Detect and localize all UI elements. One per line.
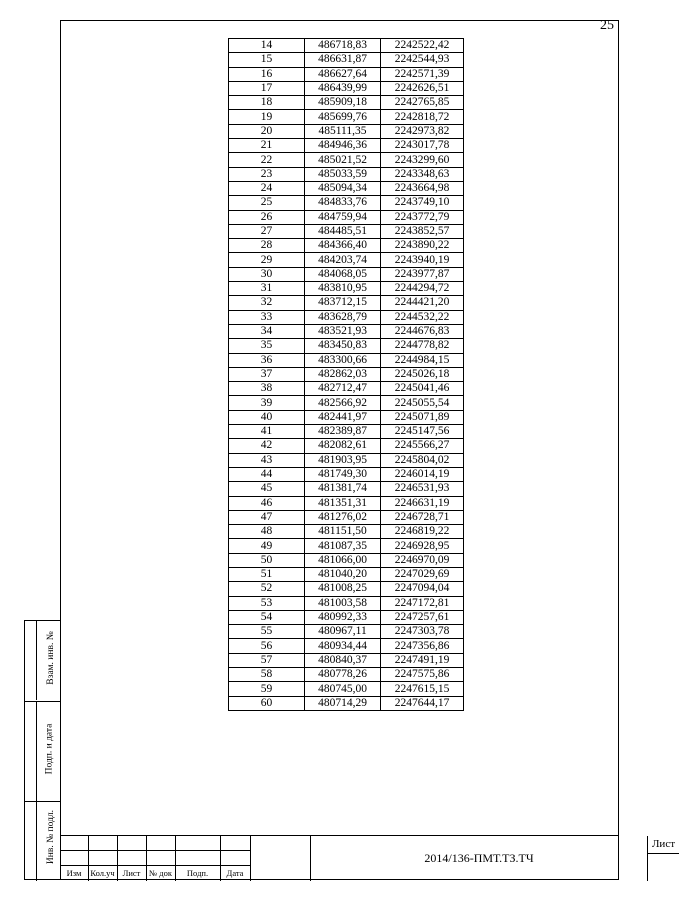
coord-y: 2243890,22 <box>381 239 464 253</box>
point-number: 50 <box>229 553 305 567</box>
header-kol-uch: Кол.уч <box>90 868 115 878</box>
sidebar-label-vzam: Взам. инв. № <box>45 631 56 685</box>
table-row <box>229 253 464 267</box>
point-number: 28 <box>229 239 305 253</box>
coord-y: 2247491,19 <box>381 653 464 667</box>
coord-y: 2244984,15 <box>381 353 464 367</box>
coord-y: 2247644,17 <box>381 696 464 710</box>
table-row <box>229 439 464 453</box>
point-number: 36 <box>229 353 305 367</box>
coord-y: 2243017,78 <box>381 139 464 153</box>
coord-y: 2244294,72 <box>381 282 464 296</box>
coord-x: 481066,00 <box>305 553 381 567</box>
coord-y: 2247356,86 <box>381 639 464 653</box>
table-row <box>229 425 464 439</box>
point-number: 16 <box>229 67 305 81</box>
point-number: 37 <box>229 367 305 381</box>
table-row <box>229 53 464 67</box>
header-list: Лист <box>122 868 141 878</box>
point-number: 25 <box>229 196 305 210</box>
coord-x: 483810,95 <box>305 282 381 296</box>
table-row <box>229 396 464 410</box>
point-number: 30 <box>229 267 305 281</box>
coord-x: 481276,02 <box>305 510 381 524</box>
table-row <box>229 282 464 296</box>
table-row <box>229 39 464 53</box>
table-row <box>229 639 464 653</box>
coord-y: 2243852,57 <box>381 224 464 238</box>
coord-x: 485111,35 <box>305 124 381 138</box>
table-row <box>229 339 464 353</box>
point-number: 54 <box>229 610 305 624</box>
point-number: 31 <box>229 282 305 296</box>
coord-y: 2246631,19 <box>381 496 464 510</box>
sidebar-cell-inv <box>25 801 61 881</box>
coord-x: 483521,93 <box>305 324 381 338</box>
coord-x: 486631,87 <box>305 53 381 67</box>
point-number: 38 <box>229 382 305 396</box>
table-row <box>229 367 464 381</box>
point-number: 23 <box>229 167 305 181</box>
coord-y: 2242765,85 <box>381 96 464 110</box>
point-number: 32 <box>229 296 305 310</box>
coord-x: 480840,37 <box>305 653 381 667</box>
header-no-dok: № док <box>149 868 172 878</box>
point-number: 49 <box>229 539 305 553</box>
table-row <box>229 567 464 581</box>
table-row <box>229 410 464 424</box>
point-number: 33 <box>229 310 305 324</box>
point-number: 51 <box>229 567 305 581</box>
coord-y: 2245055,54 <box>381 396 464 410</box>
coord-y: 2243940,19 <box>381 253 464 267</box>
table-row <box>229 196 464 210</box>
point-number: 53 <box>229 596 305 610</box>
table-row <box>229 324 464 338</box>
coord-y: 2246970,09 <box>381 553 464 567</box>
table-row <box>229 653 464 667</box>
coord-x: 480934,44 <box>305 639 381 653</box>
coord-x: 485909,18 <box>305 96 381 110</box>
table-row <box>229 582 464 596</box>
coord-y: 2246819,22 <box>381 525 464 539</box>
coord-y: 2242626,51 <box>381 81 464 95</box>
point-number: 43 <box>229 453 305 467</box>
point-number: 46 <box>229 496 305 510</box>
document-code: 2014/136-ПМТ.ТЗ.ТЧ <box>310 836 648 881</box>
table-row <box>229 553 464 567</box>
coord-x: 482712,47 <box>305 382 381 396</box>
coord-x: 484833,76 <box>305 196 381 210</box>
point-number: 44 <box>229 467 305 481</box>
sheet-cell <box>648 836 679 881</box>
point-number: 17 <box>229 81 305 95</box>
coord-y: 2247094,04 <box>381 582 464 596</box>
coord-x: 481003,58 <box>305 596 381 610</box>
coord-y: 2246728,71 <box>381 510 464 524</box>
coord-x: 480967,11 <box>305 625 381 639</box>
coord-y: 2245147,56 <box>381 425 464 439</box>
coord-y: 2247303,78 <box>381 625 464 639</box>
coord-y: 2242522,42 <box>381 39 464 53</box>
point-number: 14 <box>229 39 305 53</box>
coord-y: 2243664,98 <box>381 181 464 195</box>
table-row <box>229 224 464 238</box>
coord-y: 2244676,83 <box>381 324 464 338</box>
header-podp: Подп. <box>186 868 209 878</box>
table-row <box>229 167 464 181</box>
coordinates-table <box>228 38 464 711</box>
point-number: 55 <box>229 625 305 639</box>
coord-y: 2244421,20 <box>381 296 464 310</box>
page-number: 25 <box>600 18 614 33</box>
coord-x: 486627,64 <box>305 67 381 81</box>
table-row <box>229 596 464 610</box>
table-row <box>229 453 464 467</box>
table-row <box>229 96 464 110</box>
point-number: 40 <box>229 410 305 424</box>
coord-y: 2245026,18 <box>381 367 464 381</box>
coord-x: 483628,79 <box>305 310 381 324</box>
coord-y: 2244778,82 <box>381 339 464 353</box>
coord-x: 480778,26 <box>305 668 381 682</box>
table-row <box>229 239 464 253</box>
coord-y: 2246531,93 <box>381 482 464 496</box>
point-number: 39 <box>229 396 305 410</box>
table-row <box>229 210 464 224</box>
point-number: 57 <box>229 653 305 667</box>
coord-y: 2247615,15 <box>381 682 464 696</box>
table-row <box>229 539 464 553</box>
sidebar-cell-podp <box>25 701 61 801</box>
coord-y: 2245071,89 <box>381 410 464 424</box>
coord-y: 2243772,79 <box>381 210 464 224</box>
coord-x: 485021,52 <box>305 153 381 167</box>
sidebar-label-inv: Инв. № подл. <box>46 809 57 865</box>
table-row <box>229 610 464 624</box>
coord-y: 2247257,61 <box>381 610 464 624</box>
coord-x: 482441,97 <box>305 410 381 424</box>
coord-x: 484946,36 <box>305 139 381 153</box>
point-number: 18 <box>229 96 305 110</box>
coord-y: 2243299,60 <box>381 153 464 167</box>
point-number: 56 <box>229 639 305 653</box>
coord-y: 2242571,39 <box>381 67 464 81</box>
title-block <box>60 835 676 880</box>
table-row <box>229 467 464 481</box>
coord-x: 482082,61 <box>305 439 381 453</box>
coord-x: 484759,94 <box>305 210 381 224</box>
table-row <box>229 153 464 167</box>
table-row <box>229 525 464 539</box>
point-number: 59 <box>229 682 305 696</box>
point-number: 41 <box>229 425 305 439</box>
coord-x: 481151,50 <box>305 525 381 539</box>
point-number: 48 <box>229 525 305 539</box>
point-number: 19 <box>229 110 305 124</box>
table-row <box>229 696 464 710</box>
table-row <box>229 482 464 496</box>
table-row <box>229 67 464 81</box>
table-row <box>229 682 464 696</box>
coord-x: 481087,35 <box>305 539 381 553</box>
sidebar-cell-vzam <box>25 621 61 701</box>
coord-x: 483300,66 <box>305 353 381 367</box>
coord-x: 485033,59 <box>305 167 381 181</box>
table-row <box>229 353 464 367</box>
table-row <box>229 267 464 281</box>
coord-x: 484366,40 <box>305 239 381 253</box>
point-number: 58 <box>229 668 305 682</box>
point-number: 20 <box>229 124 305 138</box>
coord-x: 481351,31 <box>305 496 381 510</box>
coord-x: 481749,30 <box>305 467 381 481</box>
coord-x: 482389,87 <box>305 425 381 439</box>
coord-y: 2246928,95 <box>381 539 464 553</box>
header-izm: Изм <box>66 868 82 878</box>
table-row <box>229 382 464 396</box>
table-row <box>229 124 464 138</box>
point-number: 47 <box>229 510 305 524</box>
sidebar-label-podp: Подп. и дата <box>44 723 55 775</box>
point-number: 45 <box>229 482 305 496</box>
table-row <box>229 181 464 195</box>
table-row <box>229 510 464 524</box>
coord-y: 2247575,86 <box>381 668 464 682</box>
coord-y: 2246014,19 <box>381 467 464 481</box>
table-row <box>229 496 464 510</box>
coord-x: 483450,83 <box>305 339 381 353</box>
sidebar-stamp <box>24 620 60 880</box>
point-number: 52 <box>229 582 305 596</box>
coord-x: 485094,34 <box>305 181 381 195</box>
coord-x: 481040,20 <box>305 567 381 581</box>
sheet-label: Лист <box>651 838 676 850</box>
coord-y: 2247029,69 <box>381 567 464 581</box>
coord-y: 2243348,63 <box>381 167 464 181</box>
point-number: 15 <box>229 53 305 67</box>
table-row <box>229 110 464 124</box>
point-number: 26 <box>229 210 305 224</box>
table-row <box>229 139 464 153</box>
coord-x: 480745,00 <box>305 682 381 696</box>
coord-x: 484203,74 <box>305 253 381 267</box>
point-number: 29 <box>229 253 305 267</box>
coord-x: 486718,83 <box>305 39 381 53</box>
coord-x: 481903,95 <box>305 453 381 467</box>
coord-x: 480714,29 <box>305 696 381 710</box>
point-number: 42 <box>229 439 305 453</box>
coord-y: 2242818,72 <box>381 110 464 124</box>
coord-y: 2247172,81 <box>381 596 464 610</box>
coord-x: 482566,92 <box>305 396 381 410</box>
point-number: 35 <box>229 339 305 353</box>
coord-x: 484068,05 <box>305 267 381 281</box>
revision-grid <box>60 836 250 881</box>
coord-x: 481381,74 <box>305 482 381 496</box>
coord-x: 486439,99 <box>305 81 381 95</box>
coord-y: 2243749,10 <box>381 196 464 210</box>
coord-x: 484485,51 <box>305 224 381 238</box>
coord-y: 2242544,93 <box>381 53 464 67</box>
coord-x: 482862,03 <box>305 367 381 381</box>
coord-y: 2245804,02 <box>381 453 464 467</box>
coord-y: 2244532,22 <box>381 310 464 324</box>
point-number: 22 <box>229 153 305 167</box>
coord-x: 480992,33 <box>305 610 381 624</box>
coord-x: 483712,15 <box>305 296 381 310</box>
coord-y: 2245041,46 <box>381 382 464 396</box>
table-row <box>229 625 464 639</box>
table-row <box>229 668 464 682</box>
coord-y: 2243977,87 <box>381 267 464 281</box>
table-row <box>229 296 464 310</box>
point-number: 27 <box>229 224 305 238</box>
point-number: 60 <box>229 696 305 710</box>
point-number: 34 <box>229 324 305 338</box>
coord-x: 485699,76 <box>305 110 381 124</box>
coord-y: 2245566,27 <box>381 439 464 453</box>
point-number: 24 <box>229 181 305 195</box>
coord-x: 481008,25 <box>305 582 381 596</box>
coord-y: 2242973,82 <box>381 124 464 138</box>
header-data: Дата <box>226 868 244 878</box>
table-row <box>229 310 464 324</box>
table-row <box>229 81 464 95</box>
point-number: 21 <box>229 139 305 153</box>
